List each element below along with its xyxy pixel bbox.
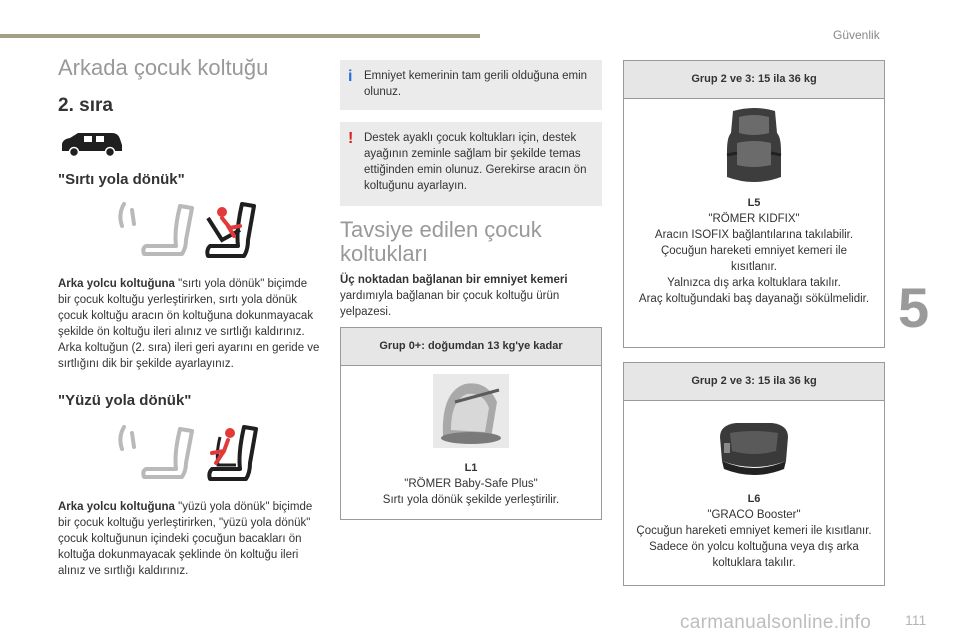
rear-facing-text [58,276,320,372]
recommended-intro [340,272,602,320]
row-heading: 2. sıra [58,95,113,116]
group23-kidfix-name: "RÖMER KIDFIX" [708,213,800,225]
group23-kidfix-body [624,107,884,307]
group23-kidfix-card [623,60,885,348]
group0-body [341,372,601,508]
rear-facing-body: "sırtı yola dönük" biçimde bir çocuk koltuğu yerleştirirken, sırtı yola dönük çocuk koltuğu aracın ön koltuğuna dokunmayacak şekilde ön koltuğu ileri alınız ve sırtlığı kaldırınız. [58,278,314,338]
rear-facing-body2: Arka koltuğun (2. sıra) ileri geri ayarını en geride ve sırtlığını dik bir şekilde ayarlayınız. [58,342,320,370]
group23-booster-name: "GRACO Booster" [707,509,801,521]
chapter-number: 5 [898,276,930,339]
intro-bold: Üç noktadan bağlanan bir emniyet kemeri [340,274,568,286]
group23-booster-card [623,362,885,586]
info-note-text: Emniyet kemerinin tam gerili olduğuna emin olunuz. [364,70,588,98]
baby-carrier-image [431,372,511,450]
group23-booster-desc1: Çocuğun hareketi emniyet kemeri ile kısıtlanır. [636,525,872,537]
left-column [58,55,320,579]
warning-icon: ! [348,130,354,147]
warning-note [340,122,602,206]
group23-kidfix-desc1: Aracın ISOFIX bağlantılarına takılabilir. [654,229,854,241]
group23-kidfix-code: L5 [747,197,761,209]
group23-kidfix-desc4: Araç koltuğundaki baş dayanağı sökülmelidir. [638,293,870,305]
warning-note-text: Destek ayaklı çocuk koltukları için, destek ayağının zeminle sağlam bir şekilde temas ettiğinden emin olunuz. Gerekirse aracın ön koltuğunu ayarlayın. [364,132,587,192]
recommended-title: Tavsiye edilen çocuk koltukları [340,217,542,266]
forward-facing-seat-icon [112,423,272,485]
header-bar [0,34,480,38]
group23-booster-header: Grup 2 ve 3: 15 ila 36 kg [624,363,884,401]
page-title: Arkada çocuk koltuğu [58,55,269,80]
forward-facing-text [58,499,320,579]
group0-code: L1 [464,462,478,474]
booster-seat-image [716,417,792,481]
rear-facing-seat-icon [112,200,272,262]
section-name: Güvenlik [833,28,880,42]
group23-booster-code: L6 [747,493,761,505]
intro-text: yardımıyla bağlanan bir çocuk koltuğu ürün yelpazesi. [340,290,560,318]
rear-facing-bold: Arka yolcu koltuğuna [58,278,175,290]
group0-card [340,327,602,520]
page-number: 111 [905,612,927,628]
group23-booster-body [624,417,884,571]
group23-kidfix-desc2: Çocuğun hareketi emniyet kemeri ile kısıtlanır. [660,245,847,273]
forward-facing-body: "yüzü yola dönük" biçimde bir çocuk koltuğu yerleştirirken, "yüzü yola dönük" çocuk koltuğunun içindeki çocuğun bacakları ön koltuğa dokunmayacak şeklinde ön koltuğu ileri alınız ve sırtlığı kaldırınız. [58,501,313,577]
forward-facing-heading: "Yüzü yola dönük" [58,392,192,409]
group23-kidfix-header: Grup 2 ve 3: 15 ila 36 kg [624,61,884,99]
group0-name: "RÖMER Baby-Safe Plus" [404,478,538,490]
group0-desc: Sırtı yola dönük şekilde yerleştirilir. [382,494,560,506]
group23-booster-desc2: Sadece ön yolcu koltuğuna veya dış arka koltuklara takılır. [649,541,859,569]
forward-facing-bold: Arka yolcu koltuğuna [58,501,175,513]
car-icon [60,131,124,157]
rear-facing-heading: "Sırtı yola dönük" [58,171,185,188]
kidfix-seat-image [723,107,785,187]
info-note [340,60,602,110]
group23-kidfix-desc3: Yalnızca dış arka koltuklara takılır. [667,277,841,289]
watermark: carmanualsonline.info [680,612,872,633]
group0-header: Grup 0+: doğumdan 13 kg'ye kadar [341,328,601,366]
info-icon: i [348,68,353,85]
